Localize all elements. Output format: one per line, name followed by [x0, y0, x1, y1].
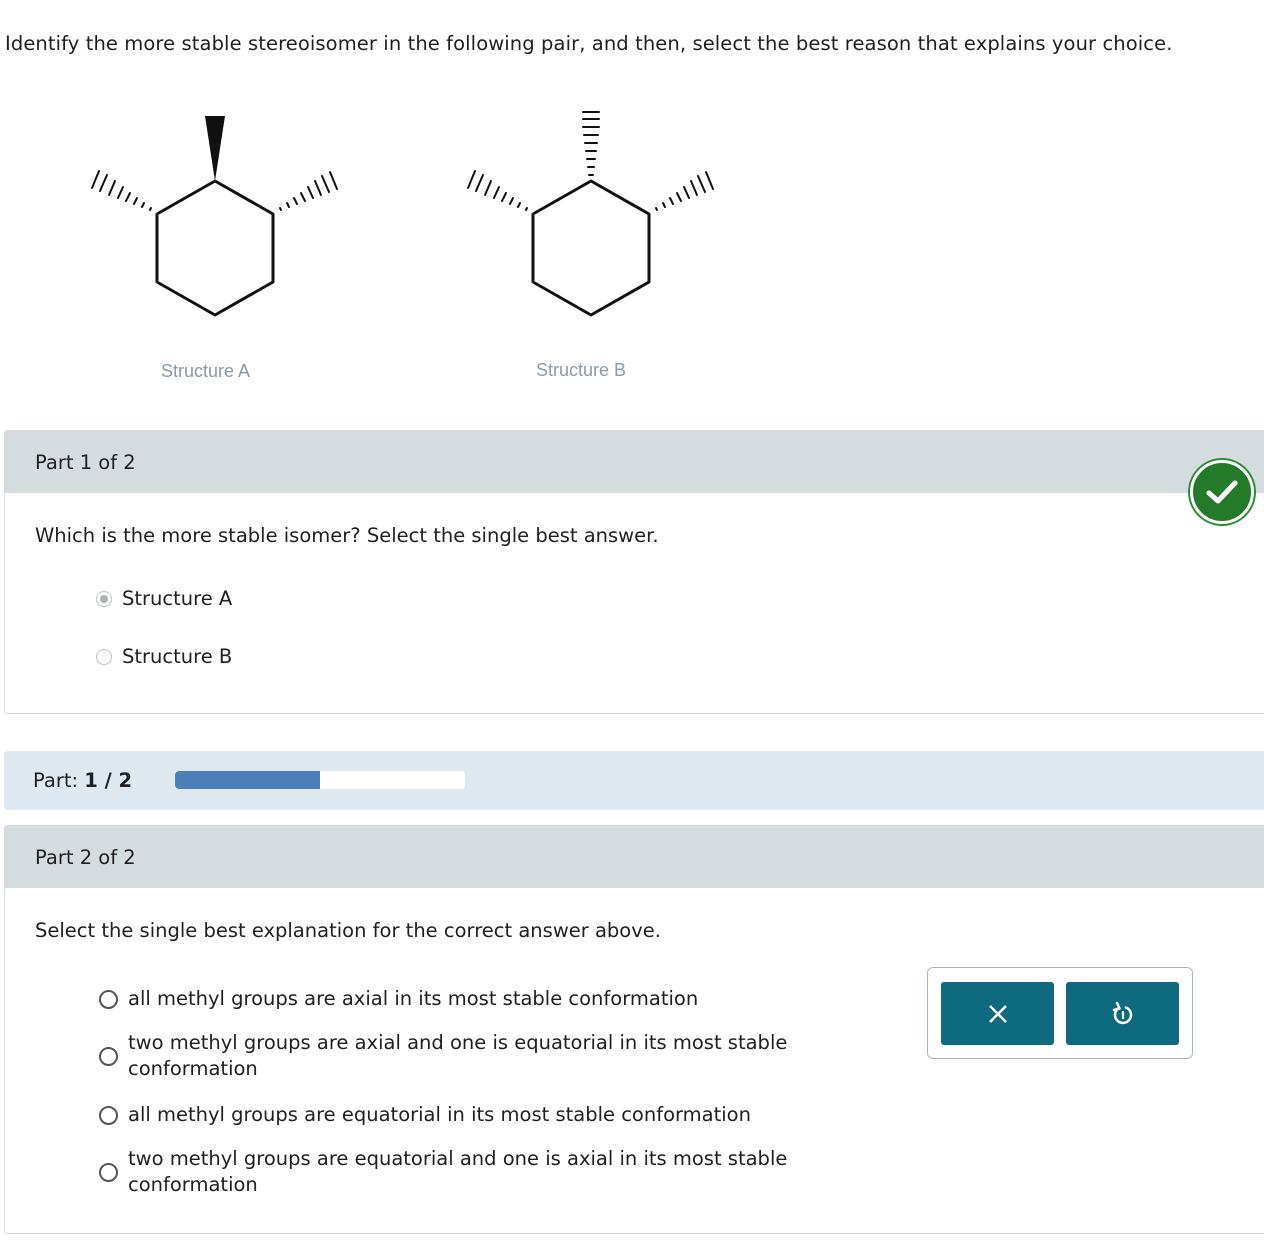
part1-option-b[interactable]: [96, 644, 232, 670]
radio-button[interactable]: [99, 1163, 118, 1182]
hash-bond-b-top: [583, 112, 599, 175]
structure-drawings: [0, 95, 800, 335]
hash-bond-b-left: [468, 171, 527, 210]
part2-option-2[interactable]: [99, 1030, 838, 1082]
undo-button[interactable]: [1066, 982, 1179, 1045]
check-icon: [1190, 460, 1254, 524]
part-progress: [4, 751, 1264, 810]
progress-track: [175, 771, 465, 789]
option-label: two methyl groups are axial and one is equatorial in its most stable conformation: [128, 1031, 788, 1080]
part2-option-1[interactable]: [99, 986, 698, 1012]
hash-bond-b-right: [656, 172, 713, 210]
option-label: two methyl groups are equatorial and one is axial in its most stable conformation: [128, 1147, 788, 1196]
progress-label: Part: 1 / 2: [33, 769, 133, 792]
structure-b-label: Structure B: [536, 360, 627, 380]
option-label: all methyl groups are equatorial in its most stable conformation: [128, 1103, 751, 1126]
option-label: Structure B: [122, 645, 233, 668]
part2-option-3[interactable]: [99, 1102, 751, 1128]
structure-a-diagram: [157, 181, 273, 315]
answer-actions: [927, 967, 1193, 1059]
wedge-bond-a: [205, 116, 225, 181]
structure-a-label: Structure A: [161, 361, 251, 381]
option-label: all methyl groups are axial in its most stable conformation: [128, 987, 699, 1010]
question-text: Identify the more stable stereoisomer in the following pair, and then, select the best reason that explains your choice.: [5, 32, 1173, 55]
radio-button[interactable]: [99, 1047, 118, 1066]
progress-value: 1 / 2: [84, 769, 133, 792]
part1-option-a[interactable]: [96, 586, 232, 612]
part2-prompt: Select the single best explanation for the correct answer above.: [35, 919, 661, 942]
part1-prompt: Which is the more stable isomer? Select the single best answer.: [35, 524, 659, 547]
radio-button[interactable]: [99, 990, 118, 1009]
undo-icon: [1111, 1001, 1135, 1027]
part1-header: Part 1 of 2: [5, 431, 1264, 493]
clear-button[interactable]: [941, 982, 1054, 1045]
radio-button-selected[interactable]: [96, 591, 112, 607]
radio-button[interactable]: [96, 649, 112, 665]
hash-bond-a-left: [92, 171, 151, 210]
option-label: Structure A: [122, 587, 233, 610]
structure-b-diagram: [533, 181, 649, 315]
part2-option-4[interactable]: [99, 1146, 838, 1198]
part1-panel: [4, 430, 1264, 714]
radio-button[interactable]: [99, 1106, 118, 1125]
close-icon: [987, 1003, 1009, 1025]
progress-fill: [175, 771, 320, 789]
hash-bond-a-right: [280, 172, 337, 210]
part2-header: Part 2 of 2: [5, 826, 1264, 888]
